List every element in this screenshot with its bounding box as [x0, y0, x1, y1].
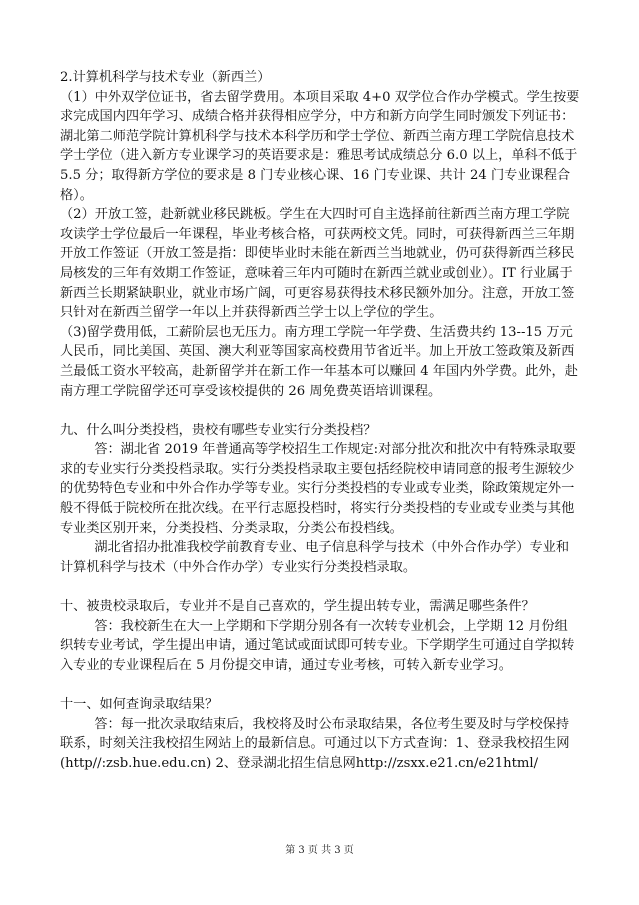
question-10-heading: 十、被贵校录取后，专业并不是自己喜欢的，学生提出转专业，需满足哪些条件？ [60, 599, 535, 615]
question-11-heading: 十一、如何查询录取结果？ [60, 697, 219, 712]
section-heading-cs: 2.计算机科学与技术专业（新西兰） [60, 70, 271, 85]
paragraph-cs-3: （3)留学费用低，工薪阶层也无压力。南方理工学院一年学费、生活费共约 13--15 万元人民币，同比美国、英国、澳大利亚等国家高校费用节省近半。加上开放工签政策及新西兰最低工资水平较高，赴新留学并在新工作一年基本可以赚回 4 年国内外学费。此外，赴南方理工学院留学还可享受该校提供的 26 周免费英语培训课程。 [60, 324, 578, 399]
question-10-answer: 答：我校新生在大一上学期和下学期分别各有一次转专业机会，上学期 12 月份组织转专业考试，学生提出申请，通过笔试或面试即可转专业。下学期学生可通过自学拟转入专业的专业课程后在 5 月份提交申请，通过专业考核，可转入新专业学习。 [60, 618, 575, 673]
question-9-note: 湖北省招办批准我校学前教育专业、电子信息科学与技术（中外合作办学）专业和计算机科学与技术（中外合作办学）专业实行分类投档录取。 [60, 540, 570, 575]
paragraph-cs-1: （1）中外双学位证书，省去留学费用。本项目采取 4+0 双学位合作办学模式。学生按要求完成国内四年学习、成绩合格并获得相应学分，中方和新方向学生同时颁发下列证书：湖北第二师范学院计算机科学与技术本科学历和学士学位、新西兰南方理工学院信息技术学士学位（进入新方专业课学习的英语要求是：雅思考试成绩总分 6.0 以上，单科不低于 5.5 分；取得新方学位的要求是 8 门专业核心课、16 门专业课、共计 24 门专业课程合格）。 [60, 89, 580, 203]
paragraph-cs-2: （2）开放工签，赴新就业移民跳板。学生在大四时可自主选择前往新西兰南方理工学院攻读学士学位最后一年课程，毕业考核合格，可获两校文凭。同时，可获得新西兰三年期开放工作签证（开放工签是指：即使毕业时未能在新西兰当地就业，仍可获得新西兰移民局核发的三年有效期工作签证，意味着三年内可随时在新西兰就业或创业）。IT 行业属于新西兰长期紧缺职业，就业市场广阔，可更容易获得技术移民额外加分。注意，开放工签只针对在新西兰留学一年以上并获得新西兰学士以上学位的学生。 [60, 207, 575, 321]
page-footer: 第 3 页 共 3 页 [285, 845, 354, 856]
spacer [60, 577, 580, 597]
spacer [60, 401, 580, 421]
question-9-heading: 九、什么叫分类投档，贵校有哪些专业实行分类投档？ [60, 422, 377, 438]
document-body [60, 68, 580, 773]
spacer [60, 675, 580, 695]
question-11-answer: 答：每一批次录取结束后，我校将及时公布录取结果，各位考生要及时与学校保持联系，时刻关注我校招生网站上的最新信息。可通过以下方式查询：1、登录我校招生网(http//:zsb.hue.edu.cn) 2、登录湖北招生信息网http://zsxx.e21.cn/e21html/ [60, 716, 570, 771]
question-9-answer: 答：湖北省 2019 年普通高等学校招生工作规定:对部分批次和批次中有特殊录取要求的专业实行分类投档录取。实行分类投档录取主要包括经院校申请同意的报考生源较少的优势特色专业和中外合作办学等专业。实行分类投档的专业或专业类，除政策规定外一般不得低于院校所在批次线。在平行志愿投档时，将实行分类投档的专业或专业类与其他专业类区别开来，分类投档、分类录取，分类公布投档线。 [60, 442, 576, 536]
